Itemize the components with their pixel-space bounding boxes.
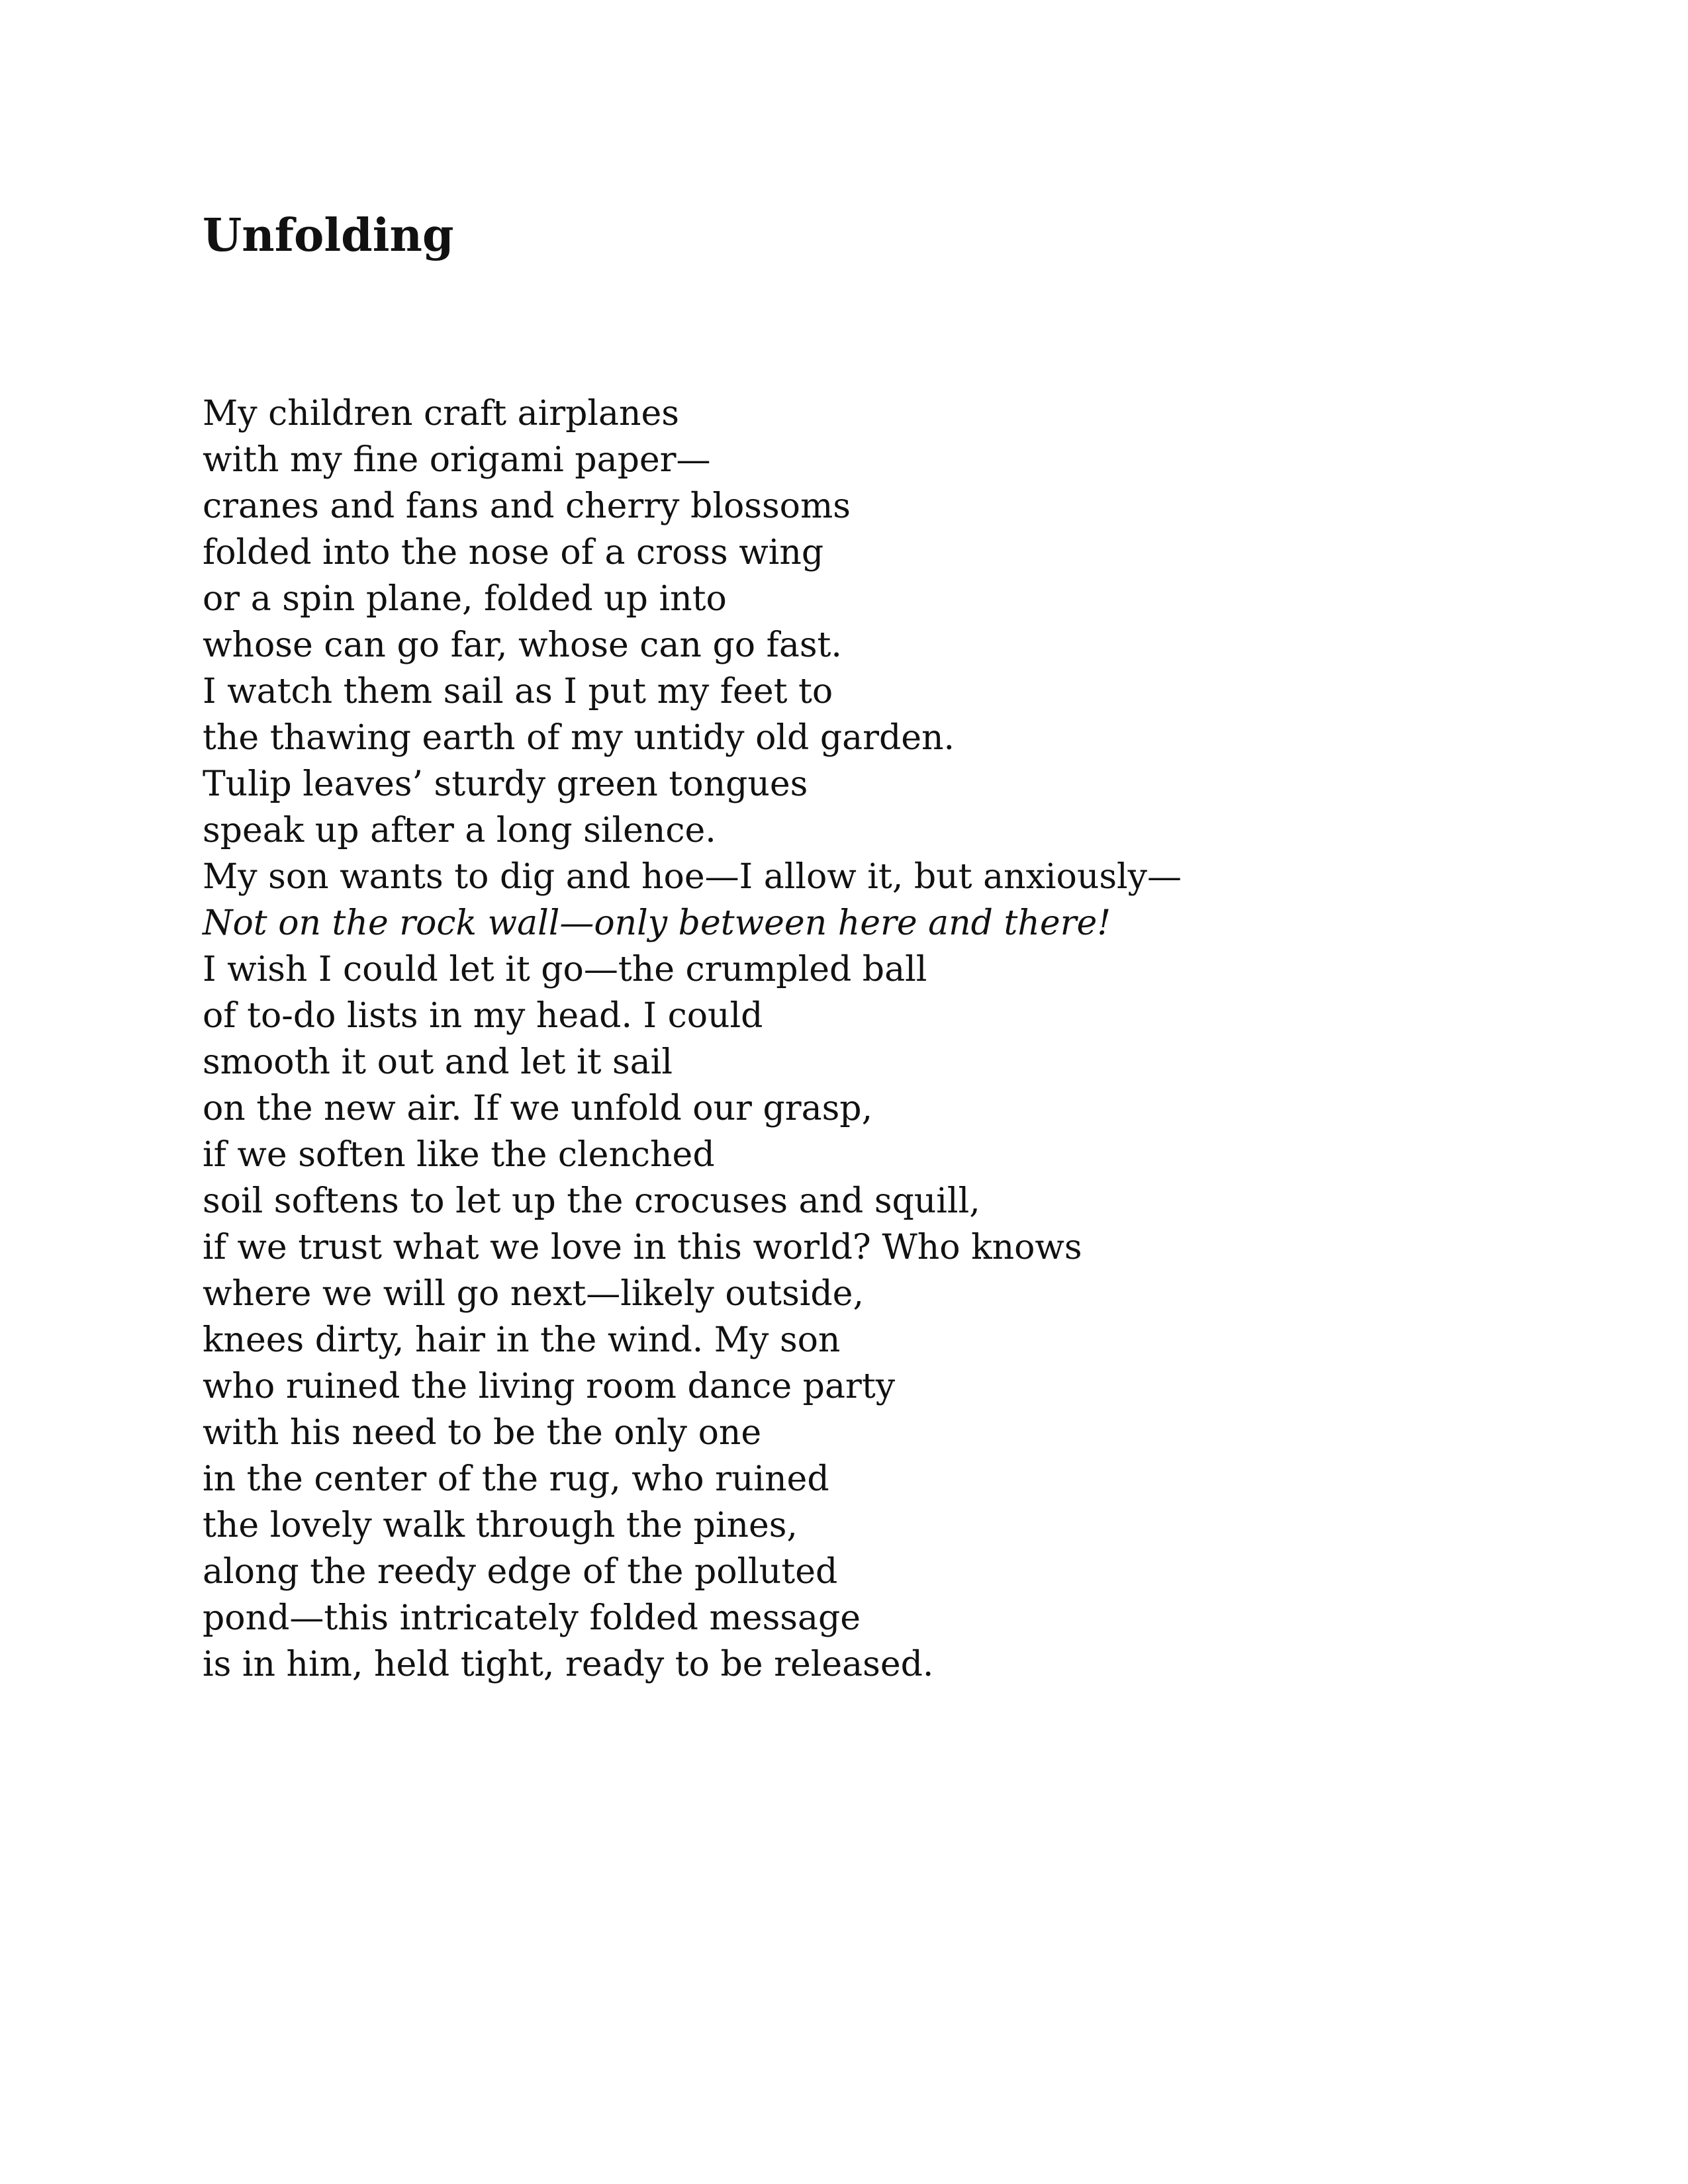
poem-line: whose can go far, whose can go fast. xyxy=(203,625,842,665)
poem-line: the lovely walk through the pines, xyxy=(203,1506,798,1545)
poem-line: I watch them sail as I put my feet to xyxy=(203,672,833,711)
poem-line: cranes and fans and cherry blossoms xyxy=(203,486,851,526)
poem-line: smooth it out and let it sail xyxy=(203,1042,673,1082)
poem-line-italic: Not on the rock wall—only between here and there! xyxy=(203,903,1111,943)
poem-line: folded into the nose of a cross wing xyxy=(203,533,824,572)
poem-line: if we soften like the clenched xyxy=(203,1135,715,1175)
poem-line: with my fine origami paper— xyxy=(203,440,711,480)
poem-body xyxy=(203,390,1526,1688)
poem-line: of to-do lists in my head. I could xyxy=(203,996,763,1036)
poem-line: on the new air. If we unfold our grasp, xyxy=(203,1089,873,1128)
poem-line: soil softens to let up the crocuses and squill, xyxy=(203,1181,980,1221)
poem-line: is in him, held tight, ready to be released. xyxy=(203,1645,934,1684)
poem-line: My children craft airplanes xyxy=(203,394,679,433)
poem-line: Tulip leaves’ sturdy green tongues xyxy=(203,764,808,804)
poem-line: speak up after a long silence. xyxy=(203,811,716,850)
poem-line: in the center of the rug, who ruined xyxy=(203,1459,829,1499)
poem-line: or a spin plane, folded up into xyxy=(203,579,727,619)
poem-line: if we trust what we love in this world? Who knows xyxy=(203,1228,1082,1267)
poem-line: knees dirty, hair in the wind. My son xyxy=(203,1320,841,1360)
poem-line: with his need to be the only one xyxy=(203,1413,762,1453)
poem-line: where we will go next—likely outside, xyxy=(203,1274,864,1314)
poem-line: who ruined the living room dance party xyxy=(203,1367,896,1406)
poem-line: the thawing earth of my untidy old garden. xyxy=(203,718,955,758)
poem-line: along the reedy edge of the polluted xyxy=(203,1552,838,1592)
poem-line: I wish I could let it go—the crumpled ball xyxy=(203,950,927,989)
poem-line: pond—this intricately folded message xyxy=(203,1598,861,1638)
poem-line: My son wants to dig and hoe—I allow it, but anxiously— xyxy=(203,857,1182,897)
poem-title: Unfolding xyxy=(203,209,454,262)
